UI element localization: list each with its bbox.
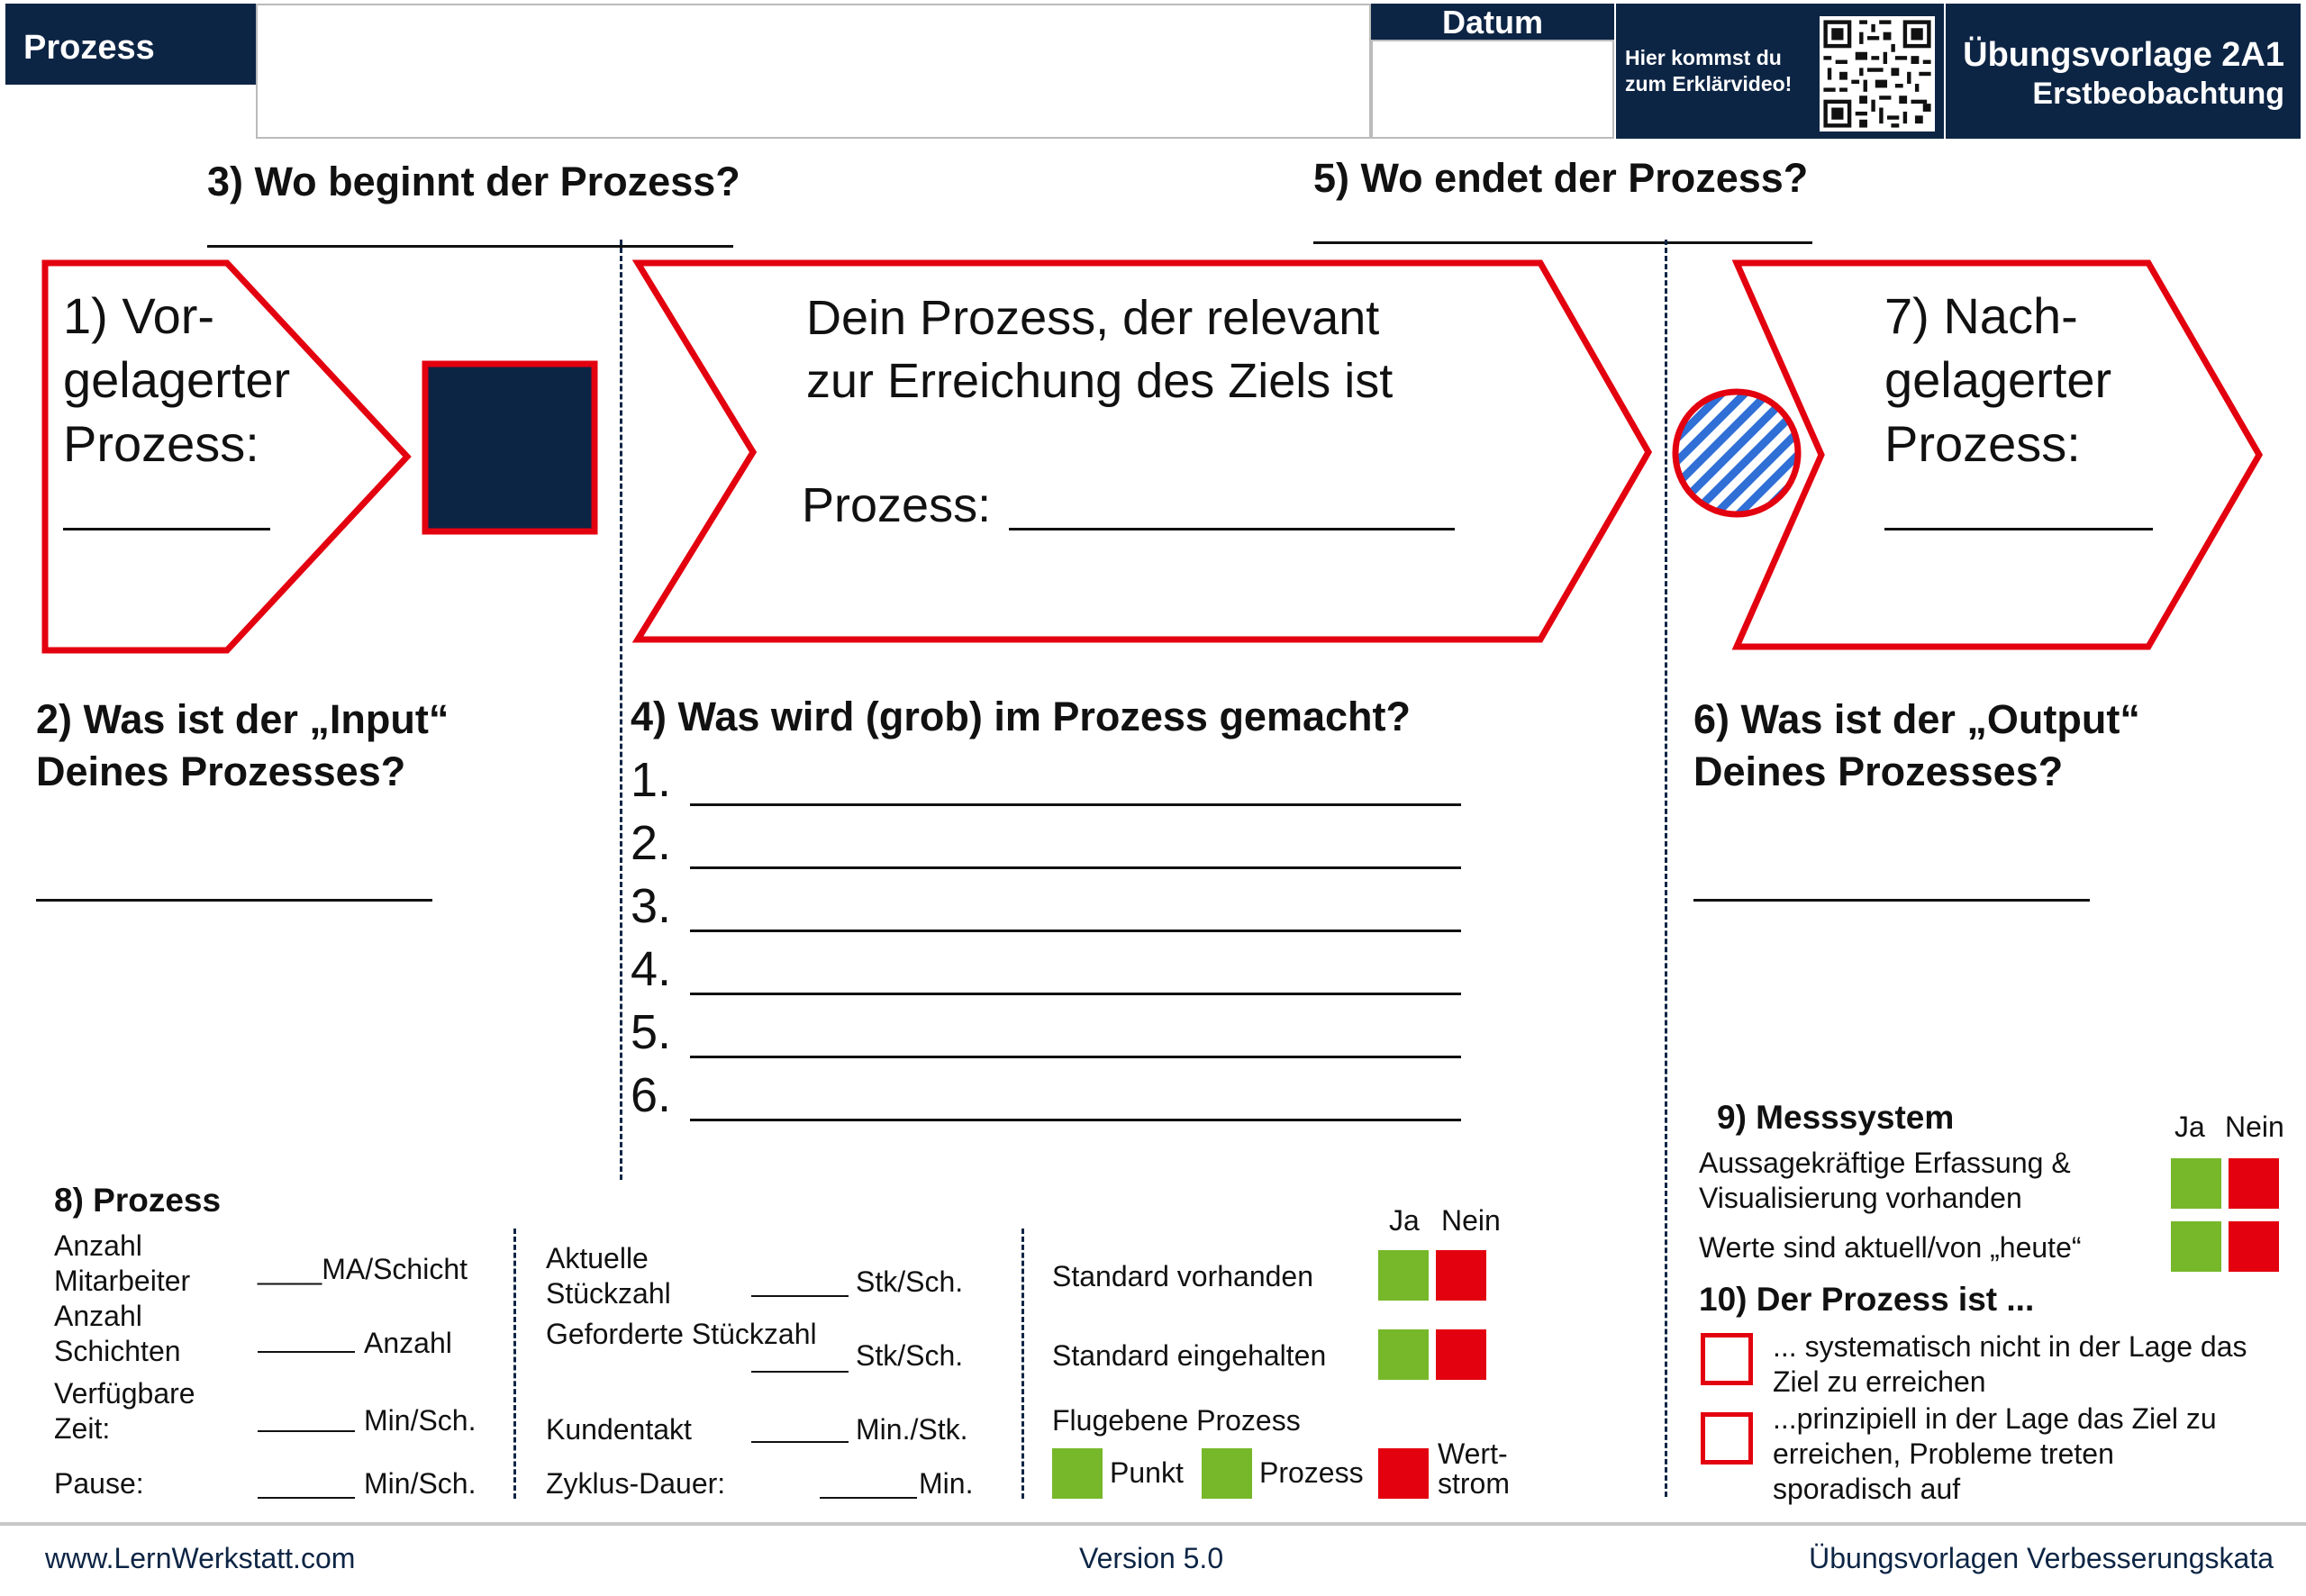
- pause-field[interactable]: [258, 1497, 355, 1499]
- standard-eingehalten-label: Standard eingehalten: [1052, 1339, 1327, 1372]
- video-text-line2: zum Erklärvideo!: [1625, 72, 1793, 95]
- messsystem-row1-nein[interactable]: [2229, 1158, 2279, 1209]
- wertstrom-label-line1: Wert-: [1438, 1437, 1508, 1470]
- mitarbeiter-unit[interactable]: ____MA/Schicht: [258, 1253, 468, 1285]
- hatched-circle-output-icon: [1675, 392, 1798, 514]
- process-text: [806, 286, 1393, 413]
- section9-title: 9) Messsystem: [1717, 1099, 1955, 1136]
- zeit-label: [54, 1376, 195, 1446]
- pause-label: Pause:: [54, 1467, 144, 1500]
- zeit-field[interactable]: [258, 1430, 355, 1432]
- section9-ja-label: Ja: [2174, 1111, 2205, 1143]
- gef-stueckzahl-label: Geforderte Stückzahl: [546, 1318, 817, 1350]
- question-6: [1693, 694, 2140, 798]
- section10-title: 10) Der Prozess ist ...: [1699, 1281, 2035, 1318]
- gef-stueckzahl-field[interactable]: [751, 1371, 849, 1373]
- standard-vorhanden-label: Standard vorhanden: [1052, 1260, 1313, 1292]
- zeit-unit: Min/Sch.: [364, 1404, 477, 1437]
- zeit-label-line2: Zeit:: [54, 1412, 111, 1445]
- stueckzahl-label-line2: Stückzahl: [546, 1277, 671, 1310]
- downstream-line3: Prozess:: [1884, 415, 2081, 472]
- footer-version: Version 5.0: [1079, 1542, 1224, 1574]
- process-name-label: Prozess:: [802, 478, 992, 532]
- kundentakt-field[interactable]: [751, 1441, 849, 1443]
- step-answer-line-6[interactable]: [690, 1119, 1461, 1121]
- process-name-answer-line[interactable]: [1009, 528, 1455, 530]
- messsystem-row1-line2: Visualisierung vorhanden: [1699, 1182, 2022, 1214]
- option1-line1: ... systematisch nicht in der Lage das: [1773, 1330, 2247, 1363]
- messsystem-row1-line1: Aussagekräftige Erfassung &: [1699, 1147, 2071, 1179]
- step-number-2: 2.: [631, 816, 672, 870]
- schichten-label: [54, 1299, 181, 1369]
- question-5: 5) Wo endet der Prozess?: [1313, 155, 1809, 201]
- step-number-3: 3.: [631, 879, 672, 933]
- upstream-line2: gelagerter: [63, 351, 291, 408]
- section8-title: 8) Prozess: [54, 1182, 222, 1219]
- flugebene-wertstrom-label: [1438, 1439, 1510, 1499]
- title-line1: Übungsvorlage 2A1: [1963, 36, 2284, 74]
- kundentakt-label: Kundentakt: [546, 1413, 692, 1446]
- mitarbeiter-label-line2: Mitarbeiter: [54, 1265, 191, 1297]
- section8-ja-label: Ja: [1389, 1204, 1420, 1237]
- footer-divider: [0, 1522, 2306, 1526]
- step-number-4: 4.: [631, 942, 672, 996]
- zyklus-field[interactable]: [820, 1497, 917, 1499]
- schichten-label-line1: Anzahl: [54, 1300, 142, 1332]
- question-4: 4) Was wird (grob) im Prozess gemacht?: [631, 694, 1411, 739]
- section9-nein-label: Nein: [2225, 1111, 2284, 1143]
- section10-option2-label: [1773, 1401, 2217, 1507]
- step-number-1: 1.: [631, 753, 672, 807]
- messsystem-row2-ja[interactable]: [2171, 1221, 2221, 1272]
- downstream-line2: gelagerter: [1884, 351, 2112, 408]
- stueckzahl-label: [546, 1241, 671, 1311]
- messsystem-row1-label: [1699, 1146, 2071, 1216]
- upstream-line1: 1) Vor-: [63, 287, 215, 344]
- step-answer-line-5[interactable]: [690, 1056, 1461, 1058]
- standard-vorhanden-ja[interactable]: [1378, 1250, 1429, 1301]
- process-line2: zur Erreichung des Ziels ist: [806, 354, 1394, 408]
- flugebene-prozess-label: Prozess: [1259, 1456, 1364, 1489]
- step-answer-line-4[interactable]: [690, 993, 1461, 995]
- prozess-header-label: Prozess: [23, 29, 155, 67]
- step-answer-line-2[interactable]: [690, 866, 1461, 869]
- zyklus-label: Zyklus-Dauer:: [546, 1467, 726, 1500]
- stueckzahl-field[interactable]: [751, 1295, 849, 1297]
- section8-separator-2: [1021, 1229, 1024, 1499]
- question-2: [36, 694, 449, 798]
- step-answer-line-1[interactable]: [690, 803, 1461, 806]
- upstream-answer-line[interactable]: [63, 528, 270, 530]
- zyklus-unit: Min.: [919, 1467, 974, 1500]
- question-2-answer-line[interactable]: [36, 899, 432, 902]
- section10-option1-checkbox[interactable]: [1701, 1333, 1753, 1385]
- section8-nein-label: Nein: [1441, 1204, 1501, 1237]
- flugebene-punkt-option[interactable]: [1052, 1448, 1103, 1499]
- option2-line2: erreichen, Probleme treten: [1773, 1437, 2114, 1470]
- question-2-line2: Deines Prozesses?: [36, 748, 406, 794]
- wertstrom-label-line2: strom: [1438, 1467, 1510, 1500]
- title-line2: Erstbeobachtung: [2032, 77, 2284, 111]
- question-6-line1: 6) Was ist der „Output“: [1693, 696, 2140, 742]
- downstream-line1: 7) Nach-: [1884, 287, 2078, 344]
- flugebene-prozess-option[interactable]: [1202, 1448, 1252, 1499]
- standard-vorhanden-nein[interactable]: [1436, 1250, 1486, 1301]
- option1-line2: Ziel zu erreichen: [1773, 1365, 1986, 1398]
- messsystem-row2-label: Werte sind aktuell/von „heute“: [1699, 1231, 2082, 1264]
- datum-label: Datum: [1441, 4, 1543, 41]
- kundentakt-unit: Min./Stk.: [856, 1413, 968, 1446]
- pause-unit: Min/Sch.: [364, 1467, 477, 1500]
- video-text-line1: Hier kommst du: [1625, 46, 1782, 69]
- flugebene-label: Flugebene Prozess: [1052, 1404, 1301, 1437]
- schichten-field[interactable]: [258, 1351, 355, 1353]
- question-2-line1: 2) Was ist der „Input“: [36, 696, 449, 742]
- option2-line1: ...prinzipiell in der Lage das Ziel zu: [1773, 1402, 2217, 1435]
- footer-series: Übungsvorlagen Verbesserungskata: [1809, 1542, 2274, 1574]
- process-line1: Dein Prozess, der relevant: [806, 291, 1380, 345]
- question-3: 3) Wo beginnt der Prozess?: [207, 159, 740, 204]
- stueckzahl-label-line1: Aktuelle: [546, 1242, 649, 1274]
- step-number-5: 5.: [631, 1005, 672, 1059]
- question-6-line2: Deines Prozesses?: [1693, 748, 2064, 794]
- schichten-label-line2: Schichten: [54, 1335, 181, 1367]
- section10-option2-checkbox[interactable]: [1701, 1412, 1753, 1465]
- question-6-answer-line[interactable]: [1693, 899, 2090, 902]
- square-input-icon: [425, 364, 595, 531]
- section8-separator-1: [513, 1229, 516, 1499]
- stueckzahl-unit: Stk/Sch.: [856, 1265, 964, 1298]
- step-number-6: 6.: [631, 1068, 672, 1122]
- schichten-unit: Anzahl: [364, 1327, 452, 1359]
- downstream-answer-line[interactable]: [1884, 528, 2153, 530]
- messsystem-row1-ja[interactable]: [2171, 1158, 2221, 1209]
- mitarbeiter-label: [54, 1229, 190, 1299]
- zeit-label-line1: Verfügbare: [54, 1377, 195, 1410]
- section10-option1-label: [1773, 1329, 2247, 1400]
- flugebene-wertstrom-option[interactable]: [1378, 1448, 1429, 1499]
- upstream-line3: Prozess:: [63, 415, 259, 472]
- upstream-text: [63, 284, 290, 476]
- footer-website-link[interactable]: www.LernWerkstatt.com: [45, 1542, 356, 1574]
- mitarbeiter-label-line1: Anzahl: [54, 1229, 142, 1262]
- step-answer-line-3[interactable]: [690, 929, 1461, 932]
- standard-eingehalten-nein[interactable]: [1436, 1329, 1486, 1380]
- messsystem-row2-nein[interactable]: [2229, 1221, 2279, 1272]
- option2-line3: sporadisch auf: [1773, 1473, 1961, 1505]
- downstream-text: [1884, 284, 2111, 476]
- standard-eingehalten-ja[interactable]: [1378, 1329, 1429, 1380]
- flugebene-punkt-label: Punkt: [1110, 1456, 1184, 1489]
- gef-stueckzahl-unit: Stk/Sch.: [856, 1339, 964, 1372]
